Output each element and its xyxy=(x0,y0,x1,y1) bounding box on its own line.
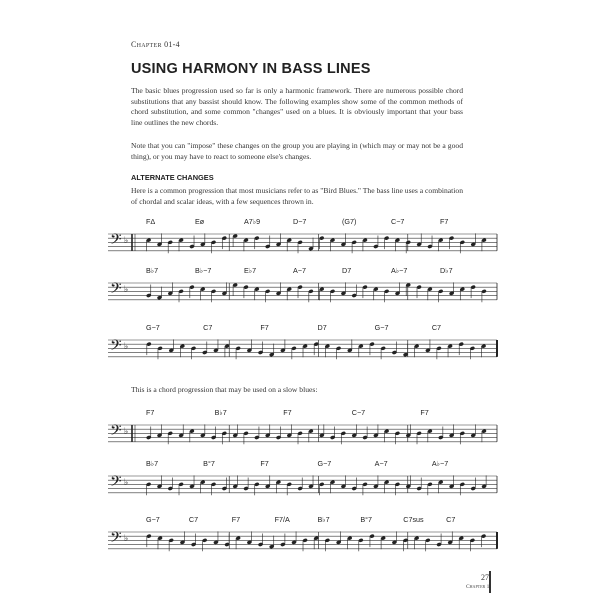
chord-symbol: F7 xyxy=(260,459,269,468)
chord-symbol: E♭7 xyxy=(244,266,257,275)
chord-symbol: A♭−7 xyxy=(431,459,449,468)
footer-rule xyxy=(489,571,491,593)
chord-symbol: C−7 xyxy=(351,408,366,417)
chord-symbol: F7 xyxy=(231,515,241,524)
chord-symbol: FΔ xyxy=(146,217,156,226)
chord-symbol: D−7 xyxy=(293,217,307,226)
chord-symbol: C7 xyxy=(203,323,213,332)
chord-symbol: F7 xyxy=(440,217,449,226)
chord-symbol: B♭7 xyxy=(146,266,159,275)
footer-chapter-label: Chapter 1 xyxy=(466,584,490,590)
chord-symbol: F7 xyxy=(260,323,269,332)
chord-symbol: C7sus xyxy=(403,515,424,524)
chord-symbol: D♭7 xyxy=(440,266,453,275)
chord-symbol: (G7) xyxy=(342,217,357,226)
key-signature-flat-icon: ♭ xyxy=(124,478,129,488)
chapter-label: Chapter 01-4 xyxy=(131,40,180,49)
chord-symbol: G−7 xyxy=(374,323,389,332)
chord-symbol: G−7 xyxy=(146,515,160,524)
page-number: 27 xyxy=(481,573,489,582)
chord-symbol: F7 xyxy=(283,408,292,417)
chord-symbol: C−7 xyxy=(391,217,405,226)
chord-symbol: C7 xyxy=(188,515,199,524)
staff-system xyxy=(108,323,497,359)
intro-paragraph: The basic blues progression used so far is only a harmonic framework. There are numerous possible chord substitutions that any bassist should know. The following examples show some of the common methods of chord substitution, and some common "changes" used on a blues. It is obviously important that your bass line outlines the new chords. xyxy=(131,86,463,127)
chord-symbol: G−7 xyxy=(317,459,332,468)
subheading-alternate-changes: ALTERNATE CHANGES xyxy=(131,173,214,182)
chord-symbol: B°7 xyxy=(360,515,373,524)
slow-blues-intro: This is a chord progression that may be used on a slow blues: xyxy=(131,385,318,394)
chord-symbol: B♭7 xyxy=(146,459,159,468)
bass-clef-icon: 𝄢 xyxy=(110,280,122,301)
note-paragraph: Note that you can "impose" these changes on the group you are playing in (which may or may not be a good thing), or you may have to react to someone else's changes. xyxy=(131,141,463,161)
staff-system xyxy=(108,217,497,253)
chord-symbol: C7 xyxy=(431,323,442,332)
chord-symbol: B♭7 xyxy=(214,408,227,417)
chord-symbol: C7 xyxy=(446,515,456,524)
chord-symbol: B♭7 xyxy=(317,515,330,524)
staff-system xyxy=(108,408,497,444)
bass-clef-icon: 𝄢 xyxy=(110,422,122,443)
staff-system xyxy=(108,266,497,302)
key-signature-flat-icon: ♭ xyxy=(124,427,129,437)
chord-symbol: A−7 xyxy=(293,266,306,275)
chord-symbol: D7 xyxy=(317,323,327,332)
chord-symbol: Eø xyxy=(195,217,205,226)
chord-symbol: B°7 xyxy=(203,459,215,468)
staff-system xyxy=(108,515,497,551)
notation-systems xyxy=(108,217,497,551)
chord-symbol: A♭−7 xyxy=(391,266,408,275)
chord-symbol: F7 xyxy=(146,408,155,417)
staff-system xyxy=(108,459,497,495)
key-signature-flat-icon: ♭ xyxy=(124,285,129,295)
bass-clef-icon: 𝄢 xyxy=(110,337,122,358)
bird-blues-intro: Here is a common progression that most musicians refer to as "Bird Blues." The bass line uses a combination of chordal and scalar ideas, with a few sequences thrown in. xyxy=(131,186,463,206)
bass-clef-icon: 𝄢 xyxy=(110,231,122,252)
chord-symbol: B♭−7 xyxy=(195,266,212,275)
key-signature-flat-icon: ♭ xyxy=(124,342,129,352)
chord-symbol: F7 xyxy=(420,408,429,417)
bass-clef-icon: 𝄢 xyxy=(110,473,122,494)
chord-symbol: D7 xyxy=(342,266,352,275)
chord-symbol: A7♭9 xyxy=(244,217,261,226)
chord-symbol: A−7 xyxy=(374,459,388,468)
chord-symbol: F7/A xyxy=(274,515,290,524)
section-title: USING HARMONY IN BASS LINES xyxy=(131,61,371,77)
bass-clef-icon: 𝄢 xyxy=(110,529,122,550)
chord-symbol: G−7 xyxy=(146,323,160,332)
key-signature-flat-icon: ♭ xyxy=(124,236,129,246)
key-signature-flat-icon: ♭ xyxy=(124,534,129,544)
